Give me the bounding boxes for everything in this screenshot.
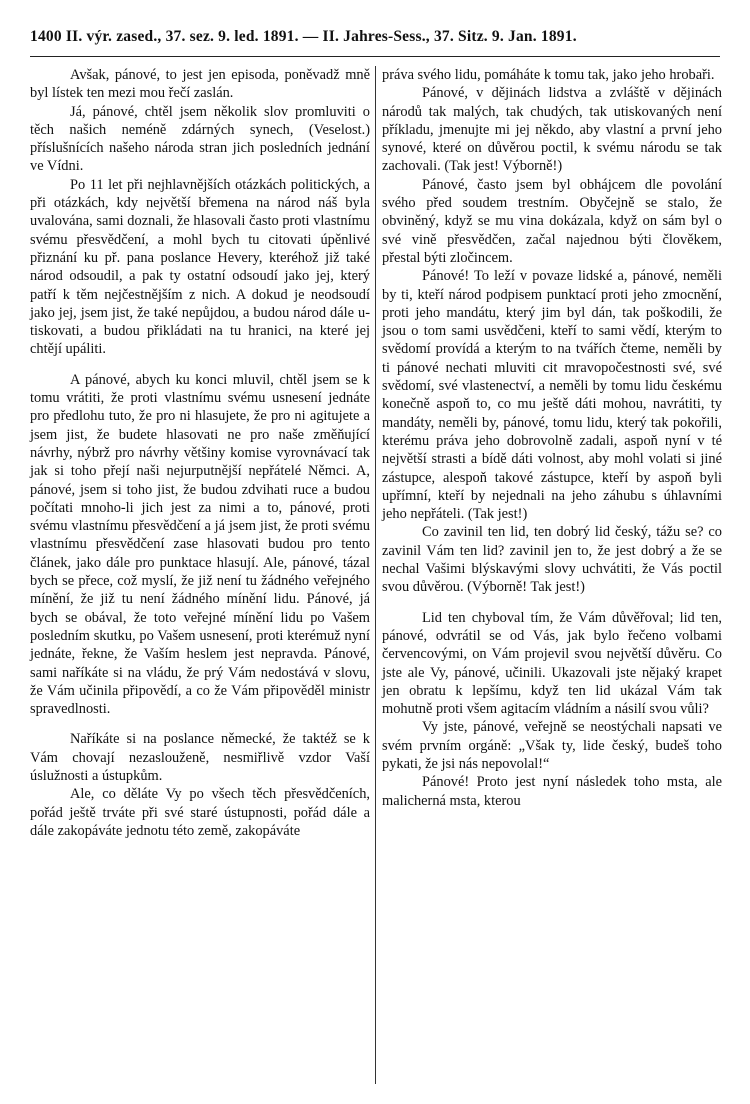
right-column [382,66,722,810]
paragraph: Pánové, často jsem byl obhájcem dle povolání svého před soudem trestním. Obyčejně se stalo, že obviněný, když se mu vina dokázala, když on sám byl o své vině přesvědčen, začal najednou býti člověkem, přestal býti zločincem. [382,176,722,266]
paragraph: Pánové! Proto jest nyní následek toho msta, ale malicherná msta, kterou [382,774,722,809]
header-rule [30,56,720,57]
paragraph: Co zavinil ten lid, ten dobrý lid český, tážu se? co zavinil Vám ten lid? zavinil jen to, že jest dobrý a že se nechal Vašimi blýskavými slovy uchvátiti, že Vás poctil svou důvěrou. (Výborně! Tak jest!) [382,524,722,596]
page-header: 1400 II. výr. zased., 37. sez. 9. led. 1891. — II. Jahres-Sess., 37. Sitz. 9. Jan. 1891. [30,28,577,45]
paragraph: Ale, co děláte Vy po všech těch přesvědčeních, pořád ještě trváte při své staré ústupnosti, pořád dále a dále zakopáváte jednotu této země, zakopáváte [30,786,370,839]
paragraph: práva svého lidu, pomáháte k tomu tak, jako jeho hrobaři. [382,67,715,83]
paragraph: A pánové, abych ku konci mluvil, chtěl jsem se k tomu vrátiti, že proti vlastnímu svému usnesení jednáte pro předlohu tuto, že pro ni hlasujete, že pro ni agitujete a jsem jist, že budete hlasovati ne pro naše změňující návrhy, nýbrž pro návrhy většiny komise vyrovnávací tak jak si toho přejí naši nejurputnější nepřátelé Němci. A, pánové, jsem si toho jist, že budou zdvihati ruce a budou počítati mnoho-li jich jest za nimi a to, pánové, proti svému vlastnímu přesvědčení a já jsem jist, že proti svému vlastnímu přesvědčení zase hlasovati budou pro tento článek, jako dále pro punktace hlasují. Ale, pánové, tázal bych se přece, což myslí, že již není tu žádného veřejného mínění, že již tu není žádného mínění lidu. Pánové, já bych se obával, že toto veřejné mínění lidu po Vašem posledním skutku, po Vašem usnesení, proti kterémuž nyní jednáte, řekne, že Vaším heslem jest nepravda. Pánové, sami naříkáte si na vládu, že prý Vám nedostává v slovu, že Vám učinila připovědí, a co že Vám připověděl ministr spravedlnosti. [30,371,370,718]
paragraph: Pánové, v dějinách lidstva a zvláště v dějinách národů tak malých, tak chudých, tak utiskovaných není příkladu, jmenujte mi jej někdo, aby vlastní a první jeho synové, které on důvěrou poctil, k svému národu se tak zachovali. (Tak jest! Výborně!) [382,85,722,175]
paragraph: Naříkáte si na poslance německé, že taktéž se k Vám chovají nezaslouženě, nesmiřlivě vzdor Vaší úslužnosti a ústupkům. [30,731,370,784]
left-column [30,66,370,840]
paragraph: Avšak, pánové, to jest jen episoda, poněvadž mně byl lístek ten mezi mou řečí zaslán. [30,67,370,102]
paragraph: Vy jste, pánové, veřejně se neostýchali napsati ve svém prvním orgáně: „Však ty, lide český, budeš toho pykati, že jsi nás nepovolal!“ [382,719,722,772]
paragraph: Já, pánové, chtěl jsem několik slov promluviti o těch našich neméně zdárných synech, (Veselost.) příslušnících našeho národa stran jich posledních jednání ve Vídni. [30,103,370,175]
paragraph: Po 11 let při nejhlavnějších otázkách politických, a při otázkách, kdy největší břemena na národ náš byla uvalována, sami doznali, že hlasovali často proti vlastnímu svému přesvědčení, a mohl bych tu citovati úpěnlivé přiznání ku př. pana poslance Hevery, kteréhož již také národ odsoudil, a pak ty ostatní odsoudí jako jej, který patří k těm nejčestnějším z nich. A dokud je neodsoudí jako jej, jsem jist, že také nepůjdou, a budou národ dále u- tiskovati, a budou přikládati na tu hranici, na které jej chtějí upáliti. [30,176,370,358]
paragraph: Lid ten chyboval tím, že Vám důvěřoval; lid ten, pánové, odvrátil se od Vás, jak bylo řečeno volbami červencovými, on Vám projevil svou největší důvěru. Co jste ale Vy, pánové, učinili. Ukazovali jste nějaký krapet jen obratu k lepšímu, když ten lid ukázal Vám tak mohutně proti všem agitacím vládním a násilí svou vůli? [382,609,722,718]
paragraph: Pánové! To leží v povaze lidské a, pánové, neměli by ti, kteří národ podpisem punktací proti jeho zmocnění, proti jeho mandátu, který jim byl dán, tak poškodili, že jsou o tom sami usvědčeni, kteří to sami vědí, kterým to svědomí provídá a kterým to na tvářích čteme, neměli by ti pánové nechati mluviti cit mravopočestnosti své, své svědomí, své vlastenectví, a neměli by tomu lidu českému konečně aspoň to, co mu ještě dáti mohou, navrátiti, ty mandáty, neměli by, pánové, tomu lidu, který tak pokořili, kterému práva jeho dobrovolně zadali, aspoň nyní v té největší strasti a bídě dáti volnost, aby mohl volati si jiné zástupce, alespoň takové zástupce, kteří by aspoň byli upřímní, kteří by nejednali na jeho záhubu s úhlavními jeho nepřáteli. (Tak jest!) [382,268,722,523]
column-divider [375,66,376,1084]
